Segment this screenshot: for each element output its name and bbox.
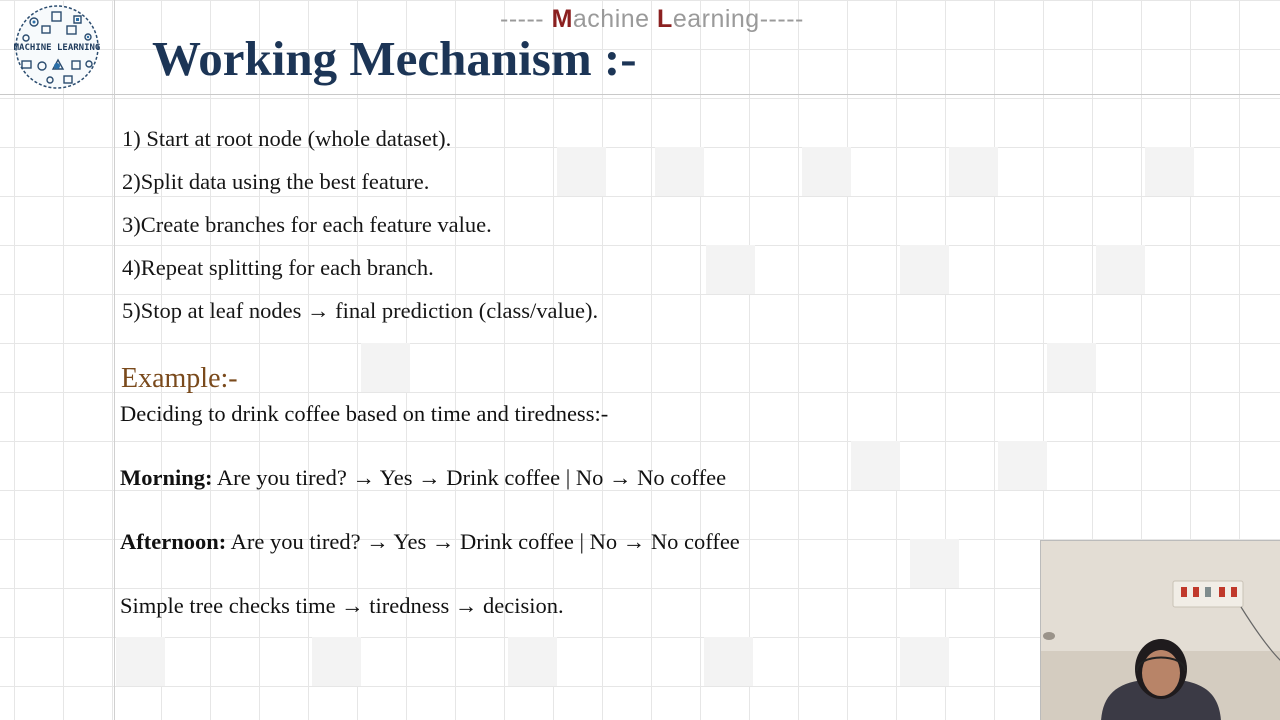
webcam-scene — [1041, 541, 1280, 720]
brand-initial-l: L — [657, 5, 673, 33]
background-shade — [116, 637, 165, 686]
machine-learning-logo — [12, 4, 102, 90]
background-shade — [1096, 245, 1145, 294]
background-shade — [1047, 343, 1096, 392]
example-afternoon — [120, 529, 740, 555]
header-divider — [0, 94, 1280, 95]
logo-text: MACHINE LEARNING — [13, 43, 101, 53]
background-shade — [706, 245, 755, 294]
brand-word-learning: earning — [672, 5, 760, 33]
example-morning — [120, 465, 726, 491]
morning-text: Are you tired? → Yes → Drink coffee | No → No coffee — [212, 465, 727, 490]
morning-label: Morning: — [120, 465, 213, 490]
example-heading: Example:- — [121, 363, 238, 394]
background-shade — [900, 637, 949, 686]
step-4: 4)Repeat splitting for each branch. — [122, 255, 434, 280]
brand-dashes-right: ----- — [759, 5, 804, 33]
afternoon-label: Afternoon: — [120, 529, 227, 554]
background-shade — [949, 147, 998, 196]
background-shade — [704, 637, 753, 686]
brand-word-machine: achine — [572, 5, 658, 33]
mechanism-steps — [122, 117, 598, 332]
afternoon-text: Are you tired? → Yes → Drink coffee | No → No coffee — [226, 529, 740, 554]
background-shade — [851, 441, 900, 490]
background-shade — [312, 637, 361, 686]
example-summary: Simple tree checks time → tiredness → decision. — [120, 593, 564, 618]
background-shade — [361, 343, 410, 392]
background-shade — [508, 637, 557, 686]
background-shade — [900, 245, 949, 294]
logo-graphic — [12, 4, 102, 90]
step-1: 1) Start at root node (whole dataset). — [122, 126, 452, 151]
brand-dashes-left: ----- — [500, 5, 552, 33]
brand-initial-m: M — [551, 5, 573, 33]
slide-title: Working Mechanism :- — [152, 31, 637, 86]
step-3: 3)Create branches for each feature value. — [122, 212, 492, 237]
step-5: 5)Stop at leaf nodes → final prediction (class/value). — [122, 298, 599, 323]
background-shade — [802, 147, 851, 196]
example-intro: Deciding to drink coffee based on time and tiredness:- — [120, 401, 609, 426]
presenter-webcam — [1040, 540, 1280, 720]
background-shade — [1145, 147, 1194, 196]
background-shade — [910, 539, 959, 588]
left-margin-rule — [114, 0, 115, 720]
step-2: 2)Split data using the best feature. — [122, 169, 430, 194]
background-shade — [655, 147, 704, 196]
background-shade — [998, 441, 1047, 490]
